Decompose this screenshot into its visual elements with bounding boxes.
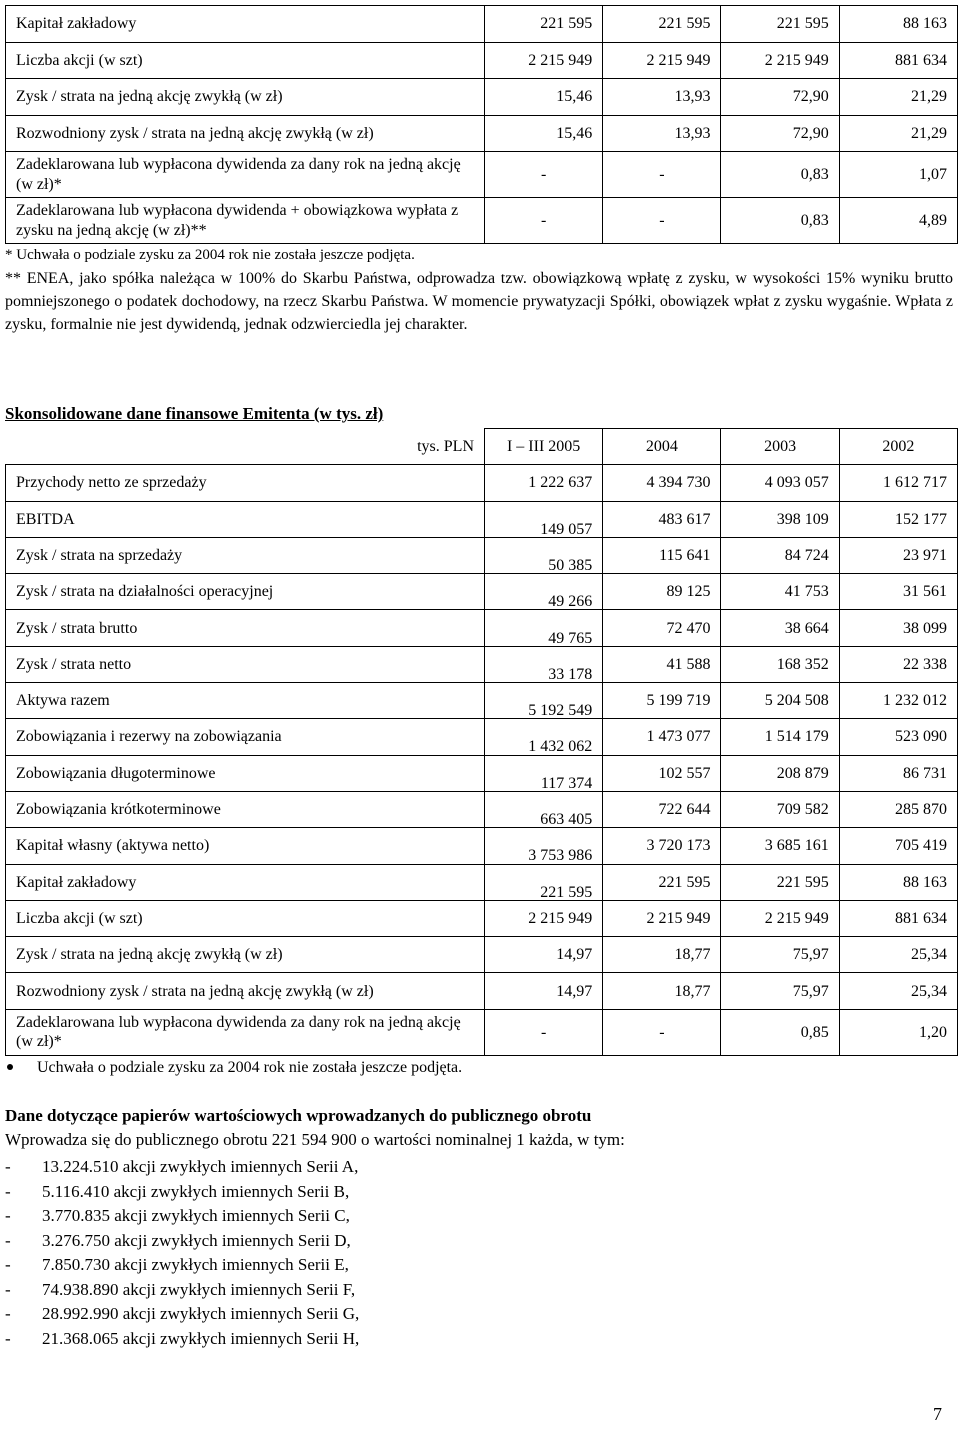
cell-text: 25,34	[911, 946, 947, 964]
cell-text: 709 582	[776, 801, 829, 819]
cell-text: 115 641	[659, 546, 711, 564]
cell-value	[839, 501, 957, 537]
cell-value	[603, 973, 721, 1009]
cell-value	[485, 1009, 603, 1055]
cell-value	[839, 719, 957, 755]
table-row	[6, 152, 958, 198]
cell-value	[485, 574, 603, 610]
cell-text: 23 971	[903, 546, 947, 564]
cell-value	[603, 683, 721, 719]
row-label: Zysk / strata brutto	[6, 610, 485, 646]
cell-value: -	[485, 198, 603, 244]
cell-value: 881 634	[839, 42, 957, 79]
cell-value: 13,93	[603, 115, 721, 152]
footnote-1: * Uchwała o podziale zysku za 2004 rok nie została jeszcze podjęta.	[5, 247, 415, 263]
cell-value	[721, 610, 839, 646]
cell-text: 398 109	[776, 510, 829, 528]
cell-text: 3 753 986	[528, 847, 593, 865]
cell-text: 18,77	[674, 946, 711, 964]
row-label: Zysk / strata na jedną akcję zwykłą (w zł)	[6, 79, 485, 116]
cell-value: 15,46	[485, 115, 603, 152]
cell-text: 1 473 077	[646, 728, 711, 746]
column-header: I – III 2005	[485, 429, 603, 465]
cell-text: 881 634	[895, 909, 947, 927]
cell-text: 14,97	[556, 982, 593, 1000]
cell-value	[839, 864, 957, 900]
cell-value	[485, 646, 603, 682]
cell-text: 49 765	[548, 629, 593, 647]
row-label: Zysk / strata na jedną akcję zwykłą (w zł)	[6, 937, 485, 973]
cell-value	[839, 574, 957, 610]
table-row	[6, 646, 958, 682]
cell-value: 2 215 949	[603, 42, 721, 79]
cell-text: 41 753	[784, 583, 829, 601]
table-row	[6, 719, 958, 755]
cell-value	[603, 719, 721, 755]
cell-value	[839, 900, 957, 936]
row-label: Rozwodniony zysk / strata na jedną akcję zwykłą (w zł)	[6, 973, 485, 1009]
cell-value: 221 595	[721, 6, 839, 43]
list-dash: -	[5, 1255, 11, 1274]
row-label: Liczba akcji (w szt)	[6, 42, 485, 79]
footnotes-1	[5, 244, 953, 336]
cell-text: 25,34	[911, 982, 947, 1000]
list-item	[5, 1204, 705, 1229]
cell-value	[603, 610, 721, 646]
consolidated-section-title: Skonsolidowane dane finansowe Emitenta (w tys. zł)	[5, 404, 384, 423]
cell-text: 2 215 949	[646, 909, 711, 927]
list-item	[5, 1327, 705, 1352]
cell-text: 41 588	[666, 655, 711, 673]
cell-text: 117 374	[540, 774, 593, 792]
cell-text: 152 177	[895, 510, 947, 528]
footnote-2: ** ENEA, jako spółka należąca w 100% do Skarbu Państwa, odprowadza tzw. obowiązkową wpłatę z zysku, w wysokości 15% wyniku brutto pomniejszonego o podatek dochodowy, na rzecz Skarbu Państwa. W momencie prywatyzacji Spółki, obowiązek wpłat z zysku wygaśnie. Wpłata z zysku, formalnie nie jest dywidendą, jednak odzwierciedla jej charakter.	[5, 270, 953, 333]
list-item	[5, 1253, 705, 1278]
cell-text: 1 432 062	[528, 738, 593, 756]
row-label: Liczba akcji (w szt)	[6, 900, 485, 936]
cell-value: 13,93	[603, 79, 721, 116]
row-label: Aktywa razem	[6, 683, 485, 719]
cell-value	[839, 465, 957, 501]
cell-value: 21,29	[839, 115, 957, 152]
table-row	[6, 465, 958, 501]
cell-text: 31 561	[903, 583, 947, 601]
consolidated-footnote	[5, 1058, 462, 1077]
cell-value: 0,83	[721, 152, 839, 198]
row-label: Zobowiązania i rezerwy na zobowiązania	[6, 719, 485, 755]
cell-value	[839, 828, 957, 864]
cell-value	[485, 501, 603, 537]
cell-value	[721, 828, 839, 864]
list-dash: -	[5, 1279, 11, 1299]
column-header: 2003	[721, 429, 839, 465]
cell-text: 168 352	[776, 655, 829, 673]
cell-text: 89 125	[666, 583, 711, 601]
series-list	[5, 1155, 705, 1351]
table-row	[6, 6, 958, 43]
list-item-text: 13.224.510 akcji zwykłych imiennych Serii A,	[42, 1157, 359, 1176]
list-item-text: 7.850.730 akcji zwykłych imiennych Serii E,	[42, 1255, 349, 1274]
cell-value: 221 595	[485, 6, 603, 43]
row-label: Kapitał zakładowy	[6, 6, 485, 43]
row-label: Zysk / strata na działalności operacyjnej	[6, 574, 485, 610]
cell-value	[485, 755, 603, 791]
row-label: Zadeklarowana lub wypłacona dywidenda za dany rok na jedną akcję (w zł)*	[6, 1009, 485, 1055]
cell-value	[485, 864, 603, 900]
list-item-text: 28.992.990 akcji zwykłych imiennych Serii G,	[42, 1304, 360, 1323]
cell-text: 3 720 173	[646, 837, 711, 855]
cell-text: 22 338	[903, 655, 947, 673]
cell-text: 208 879	[776, 764, 829, 782]
cell-text: 4 394 730	[646, 474, 711, 492]
cell-text: 1,20	[919, 1023, 947, 1041]
row-label: Rozwodniony zysk / strata na jedną akcję zwykłą (w zł)	[6, 115, 485, 152]
table-row	[6, 937, 958, 973]
table-row	[6, 42, 958, 79]
cell-text: 221 595	[540, 883, 593, 901]
cell-text: 705 419	[895, 837, 947, 855]
securities-section-title: Dane dotyczące papierów wartościowych wprowadzanych do publicznego obrotu	[5, 1106, 592, 1125]
cell-text: 38 664	[784, 619, 829, 637]
cell-text: 72 470	[666, 619, 711, 637]
cell-text: 663 405	[540, 811, 593, 829]
list-dash: -	[5, 1206, 11, 1225]
cell-value	[721, 791, 839, 827]
cell-value: 15,46	[485, 79, 603, 116]
cell-text: 38 099	[903, 619, 947, 637]
financial-table-continued	[5, 5, 958, 244]
cell-value	[603, 1009, 721, 1055]
cell-text: 2 215 949	[764, 909, 829, 927]
row-label: Zobowiązania długoterminowe	[6, 755, 485, 791]
table-row	[6, 79, 958, 116]
cell-text: 50 385	[548, 556, 593, 574]
cell-value: 88 163	[839, 6, 957, 43]
page-number: 7	[933, 1404, 942, 1425]
column-header: 2002	[839, 429, 957, 465]
cell-value	[721, 646, 839, 682]
cell-value: 21,29	[839, 79, 957, 116]
cell-text: 2 215 949	[528, 909, 593, 927]
cell-value	[603, 537, 721, 573]
table-row	[6, 1009, 958, 1055]
cell-value	[485, 828, 603, 864]
cell-value	[839, 1009, 957, 1055]
cell-value: 1,07	[839, 152, 957, 198]
cell-value: 2 215 949	[721, 42, 839, 79]
cell-value: 2 215 949	[485, 42, 603, 79]
table-row	[6, 115, 958, 152]
bullet-icon	[7, 1064, 13, 1070]
cell-value	[603, 937, 721, 973]
cell-text: -	[540, 1023, 547, 1041]
cell-value	[485, 937, 603, 973]
cell-value	[721, 864, 839, 900]
list-item	[5, 1180, 705, 1205]
table-row	[6, 900, 958, 936]
cell-value: 72,90	[721, 115, 839, 152]
cell-text: -	[659, 1023, 665, 1041]
list-item-text: 74.938.890 akcji zwykłych imiennych Serii F,	[42, 1279, 356, 1299]
cell-text: 483 617	[658, 510, 711, 528]
table-row	[6, 198, 958, 244]
cell-text: 14,97	[556, 946, 593, 964]
cell-value	[721, 501, 839, 537]
cell-value	[603, 646, 721, 682]
list-dash: -	[5, 1157, 11, 1176]
list-item	[5, 1229, 705, 1254]
cell-text: 75,97	[792, 946, 829, 964]
cell-text: 88 163	[903, 873, 947, 891]
cell-value	[603, 791, 721, 827]
list-item	[5, 1278, 705, 1303]
unit-label: tys. PLN	[6, 429, 485, 465]
column-header: 2004	[603, 429, 721, 465]
cell-value	[603, 574, 721, 610]
row-label: Zysk / strata na sprzedaży	[6, 537, 485, 573]
consolidated-financial-table	[5, 428, 958, 1056]
cell-text: 4 093 057	[764, 474, 829, 492]
cell-value	[603, 755, 721, 791]
list-item-text: 3.770.835 akcji zwykłych imiennych Serii C,	[42, 1206, 350, 1225]
cell-value	[721, 973, 839, 1009]
table-row	[6, 755, 958, 791]
cell-text: 221 595	[776, 873, 829, 891]
cell-value	[485, 900, 603, 936]
cell-value	[485, 791, 603, 827]
list-item	[5, 1155, 705, 1180]
cell-text: 102 557	[658, 764, 711, 782]
cell-value: 221 595	[603, 6, 721, 43]
cell-text: 5 204 508	[764, 692, 829, 710]
cell-value	[485, 537, 603, 573]
cell-value	[485, 465, 603, 501]
cell-text: 5 199 719	[646, 692, 711, 710]
cell-text: 84 724	[784, 546, 829, 564]
cell-value: 4,89	[839, 198, 957, 244]
securities-intro: Wprowadza się do publicznego obrotu 221 594 900 o wartości nominalnej 1 każda, w tym:	[5, 1130, 625, 1149]
consolidated-footnote-text: Uchwała o podziale zysku za 2004 rok nie została jeszcze podjęta.	[37, 1059, 463, 1076]
cell-text: 1 232 012	[883, 692, 947, 710]
row-label: Kapitał zakładowy	[6, 864, 485, 900]
table-header-row	[6, 429, 958, 465]
cell-text: 1 222 637	[528, 474, 593, 492]
list-item-text: 21.368.065 akcji zwykłych imiennych Serii H,	[42, 1328, 360, 1348]
cell-value	[839, 683, 957, 719]
row-label: Kapitał własny (aktywa netto)	[6, 828, 485, 864]
cell-value	[485, 719, 603, 755]
cell-value	[603, 864, 721, 900]
cell-value	[721, 537, 839, 573]
table-row	[6, 864, 958, 900]
row-label: Zobowiązania krótkoterminowe	[6, 791, 485, 827]
cell-text: 149 057	[540, 520, 593, 538]
cell-value	[485, 973, 603, 1009]
cell-value	[485, 610, 603, 646]
cell-text: 49 266	[548, 593, 593, 611]
table-row	[6, 828, 958, 864]
list-dash: -	[5, 1230, 11, 1250]
cell-value: -	[603, 152, 721, 198]
cell-text: 285 870	[895, 801, 947, 819]
cell-value	[603, 465, 721, 501]
table-row	[6, 501, 958, 537]
cell-value	[603, 900, 721, 936]
cell-text: 33 178	[548, 665, 593, 683]
cell-text: 1 612 717	[883, 474, 947, 492]
cell-text: 3 685 161	[764, 837, 829, 855]
cell-value: 72,90	[721, 79, 839, 116]
table-row	[6, 574, 958, 610]
cell-value	[721, 465, 839, 501]
list-dash: -	[5, 1328, 11, 1348]
cell-value	[721, 683, 839, 719]
table-row	[6, 791, 958, 827]
table-row	[6, 610, 958, 646]
cell-value	[839, 973, 957, 1009]
cell-value	[839, 610, 957, 646]
cell-text: 523 090	[895, 728, 947, 746]
cell-text: 1 514 179	[764, 728, 829, 746]
row-label: Zysk / strata netto	[6, 646, 485, 682]
cell-value: -	[603, 198, 721, 244]
cell-value: 0,83	[721, 198, 839, 244]
cell-value	[603, 828, 721, 864]
cell-value	[839, 937, 957, 973]
cell-value	[721, 755, 839, 791]
row-label: Przychody netto ze sprzedaży	[6, 465, 485, 501]
cell-value	[485, 683, 603, 719]
row-label: Zadeklarowana lub wypłacona dywidenda za dany rok na jedną akcję (w zł)*	[6, 152, 485, 198]
table-row	[6, 537, 958, 573]
cell-value	[839, 537, 957, 573]
table-row	[6, 973, 958, 1009]
row-label: EBITDA	[6, 501, 485, 537]
cell-value	[839, 791, 957, 827]
cell-value	[721, 937, 839, 973]
cell-value	[721, 1009, 839, 1055]
list-dash: -	[5, 1304, 11, 1323]
cell-text: 5 192 549	[528, 702, 593, 720]
list-item-text: 5.116.410 akcji zwykłych imiennych Serii B,	[42, 1181, 350, 1201]
table-row	[6, 683, 958, 719]
cell-value	[721, 719, 839, 755]
cell-text: 18,77	[674, 982, 711, 1000]
list-item	[5, 1302, 705, 1327]
cell-value: -	[485, 152, 603, 198]
cell-value	[839, 646, 957, 682]
cell-text: 0,85	[800, 1023, 829, 1041]
cell-text: 722 644	[658, 801, 711, 819]
cell-text: 86 731	[903, 764, 947, 782]
list-item-text: 3.276.750 akcji zwykłych imiennych Serii D,	[42, 1230, 351, 1250]
cell-text: 221 595	[658, 873, 711, 891]
cell-value	[839, 755, 957, 791]
row-label: Zadeklarowana lub wypłacona dywidenda + obowiązkowa wypłata z zysku na jedną akcję (w zł)**	[6, 198, 485, 244]
cell-text: 75,97	[792, 982, 829, 1000]
cell-value	[603, 501, 721, 537]
cell-value	[721, 574, 839, 610]
list-dash: -	[5, 1181, 11, 1201]
cell-value	[721, 900, 839, 936]
